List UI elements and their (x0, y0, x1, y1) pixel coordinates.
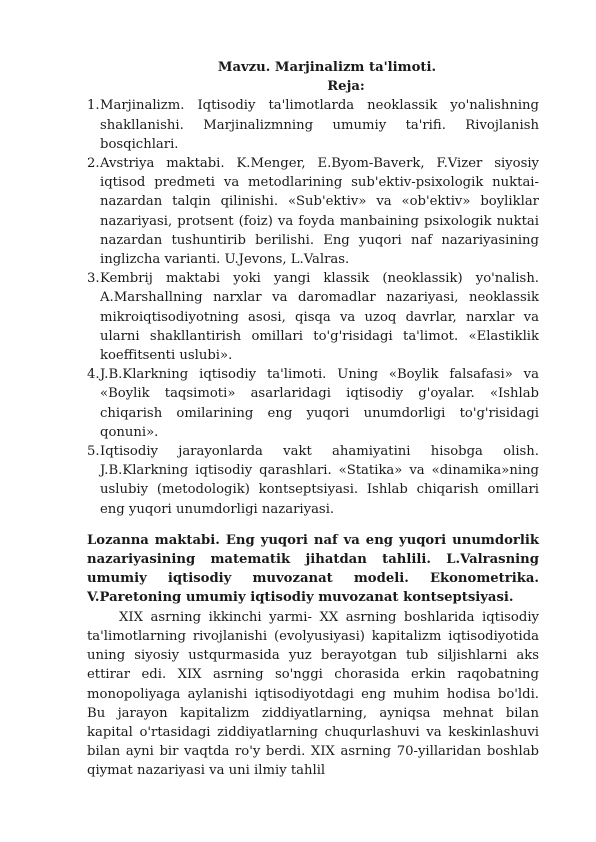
plan-item-text: Avstriya maktabi. K.Menger, E.Byom-Baverk, F.Vizer siyosiy iqtisod predmeti va metodlarining sub'ektiv-psixologik nuktai-nazardan talqin qilinishi. «Sub'ektiv» va «ob'ektiv» boyliklar nazariyasi, protsent (foiz) va foyda manbaining psixologik nuktai nazardan tushuntirib berilishi. Eng yuqori naf nazariyasining inglizcha varianti. U.Jevons, L.Valras. (100, 156, 539, 268)
plan-item-number: 4. (87, 367, 100, 383)
plan-item-text: Kembrij maktabi yoki yangi klassik (neoklassik) yo'nalish. A.Marshallning narxlar va daromadlar nazariyasi, neoklassik mikroiqtisodiyotning asosi, qisqa va uzoq davrlar, narxlar va ularni shakllantirish omillari to'g'risidagi ta'limot. «Elastiklik koeffitsenti uslubi». (100, 271, 539, 364)
plan-item-number: 5. (87, 444, 100, 460)
plan-item-number: 3. (87, 271, 100, 287)
plan-item-text: Iqtisodiy jarayonlarda vakt ahamiyatini hisobga olish. J.B.Klarkning iqtisodiy qarashlari. «Statika» va «dinamika»ning uslubiy (metodologik) kontseptsiyasi. Ishlab chiqarish omillari eng yuqori unumdorligi nazariyasi. (100, 444, 539, 517)
plan-item-5 (87, 442, 539, 519)
document-page (87, 58, 539, 781)
plan-item-1 (87, 96, 539, 154)
plan-item-number: 1. (87, 98, 100, 114)
plan-item-4 (87, 365, 539, 442)
plan-list (87, 96, 539, 518)
document-title: Mavzu. Marjinalizm ta'limoti. (217, 60, 437, 75)
section-heading: Lozanna maktabi. Eng yuqori naf va eng yuqori unumdorlik nazariyasining matematik jihatdan tahlili. L.Valrasning umumiy iqtisodiy muvozanat modeli. Ekonometrika. V.Paretoning umumiy iqtisodiy muvozanat kontseptsiyasi. (87, 532, 539, 606)
plan-item-2 (87, 154, 539, 269)
plan-item-text: J.B.Klarkning iqtisodiy ta'limoti. Uning «Boylik falsafasi» va «Boylik taqsimoti» asarlaridagi iqtisodiy g'oyalar. «Ishlab chiqarish omilarining eng yuqori unumdorligi to'g'risidagi qonuni». (100, 367, 539, 440)
plan-item-3 (87, 269, 539, 365)
plan-item-number: 2. (87, 156, 100, 172)
plan-item-text: Marjinalizm. Iqtisodiy ta'limotlarda neoklassik yo'nalishning shakllanishi. Marjinalizmning umumiy ta'rifi. Rivojlanish bosqichlari. (100, 98, 539, 152)
body-paragraph: XIX asrning ikkinchi yarmi- XX asrning boshlarida iqtisodiy ta'limotlarning rivojlanishi (evolyusiyasi) kapitalizm iqtisodiyotida uning siyosiy ustqurmasida yuz berayotgan tub siljishlarni aks ettirar edi. XIX asrning so'nggi chorasida erkin raqobatning monopoliyaga aylanishi iqtisodiyotdagi eng muhim hodisa bo'ldi. Bu jarayon kapitalizm ziddiyatlarning, ayniqsa mehnat bilan kapital o'rtasidagi ziddiyatlarning chuqurlashuvi va keskinlashuvi bilan ayni bir vaqtda ro'y berdi. XIX asrning 70-yillaridan boshlab qiymat nazariyasi va uni ilmiy tahlil (87, 609, 539, 779)
plan-heading: Reja: (327, 79, 365, 95)
